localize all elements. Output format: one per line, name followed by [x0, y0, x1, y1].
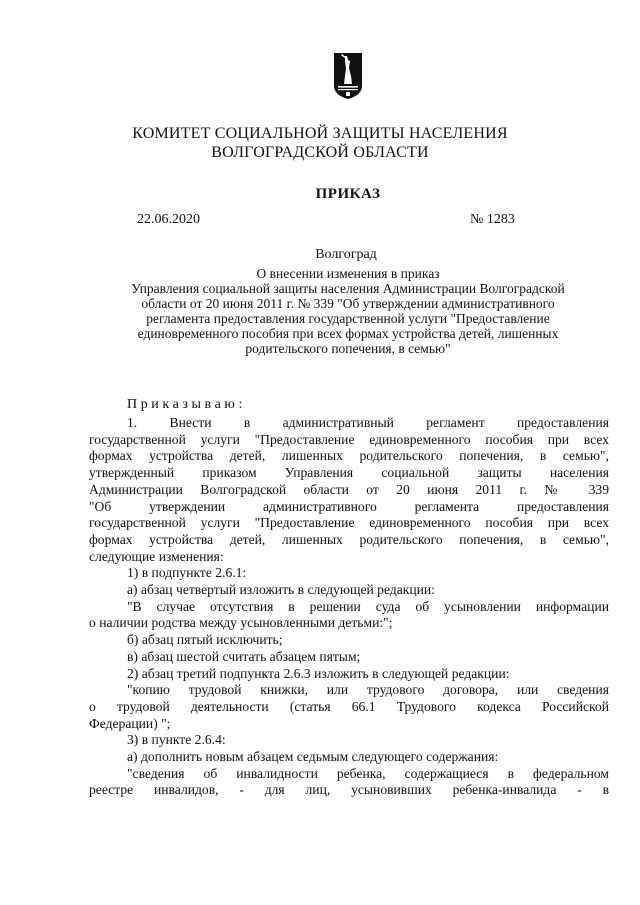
body-line: в) абзац шестой считать абзацем пятым;	[127, 648, 361, 664]
org-line-1: КОМИТЕТ СОЦИАЛЬНОЙ ЗАЩИТЫ НАСЕЛЕНИЯ	[132, 125, 508, 142]
body-line: утвержденный приказом Управления социальной защиты населения	[89, 465, 609, 481]
body-line: "В случае отсутствия в решении суда об усыновлении информации	[127, 598, 609, 614]
subject-line: родительского попечения, в семью"	[245, 341, 451, 356]
subject-line: единовременного пособия при всех формах устройства детей, лишенных	[137, 326, 559, 341]
document-date: 22.06.2020	[137, 212, 200, 227]
body-line: 1) в подпункте 2.6.1:	[127, 565, 247, 581]
body-line: реестре инвалидов, - для лиц, усыновивших ребенка-инвалида - в	[89, 782, 609, 798]
body-line: 2) абзац третий подпункта 2.6.3 изложить в следующей редакции:	[127, 665, 510, 681]
subject-line: области от 20 июня 2011 г. № 339 "Об утверждении административного	[141, 296, 555, 311]
org-line-2: ВОЛГОГРАДСКОЙ ОБЛАСТИ	[211, 144, 429, 161]
subject-line: регламента предоставления государственной услуги "Предоставление	[146, 311, 550, 326]
body-line: формах устройства детей, лишенных родительского попечения, в семью",	[89, 448, 609, 464]
body-line: Администрации Волгоградской области от 20 июня 2011 г. № 339	[89, 481, 609, 497]
body-line: следующие изменения:	[89, 548, 224, 564]
body-line: формах устройства детей, лишенных родительского попечения, в семью",	[89, 531, 609, 547]
subject-line: Управления социальной защиты населения Администрации Волгоградской	[131, 281, 565, 296]
body-line: а) дополнить новым абзацем седьмым следующего содержания:	[127, 749, 499, 765]
body-line: а) абзац четвертый изложить в следующей редакции:	[127, 582, 435, 598]
body-line: о трудовой деятельности (статья 66.1 Трудового кодекса Российской	[89, 698, 609, 714]
organization-name	[0, 124, 640, 162]
document-type: ПРИКАЗ	[315, 186, 381, 202]
subject-line: О внесении изменения в приказ	[256, 266, 440, 281]
body-line: о наличии родства между усыновленными детьми:";	[89, 615, 393, 631]
document-number: № 1283	[470, 212, 515, 227]
body-line: б) абзац пятый исключить;	[127, 632, 283, 648]
document-body	[89, 415, 609, 799]
body-line: 3) в пункте 2.6.4:	[127, 732, 226, 748]
order-word: Приказываю:	[127, 397, 246, 412]
body-line: Федерации) ";	[89, 715, 171, 731]
body-line: "копию трудовой книжки, или трудового договора, или сведения	[127, 682, 609, 698]
body-line: "сведения об инвалидности ребенка, содержащиеся в федеральном	[127, 765, 609, 781]
document-subject	[80, 266, 616, 356]
coat-of-arms-icon	[333, 52, 363, 100]
document-city: Волгоград	[315, 247, 377, 262]
body-line: "Об утверждении административного регламента предоставления	[89, 498, 609, 514]
body-line: государственной услуги "Предоставление единовременного пособия при всех	[89, 515, 609, 531]
body-line: 1. Внести в административный регламент предоставления	[127, 415, 609, 430]
body-line: государственной услуги "Предоставление единовременного пособия при всех	[89, 431, 609, 447]
